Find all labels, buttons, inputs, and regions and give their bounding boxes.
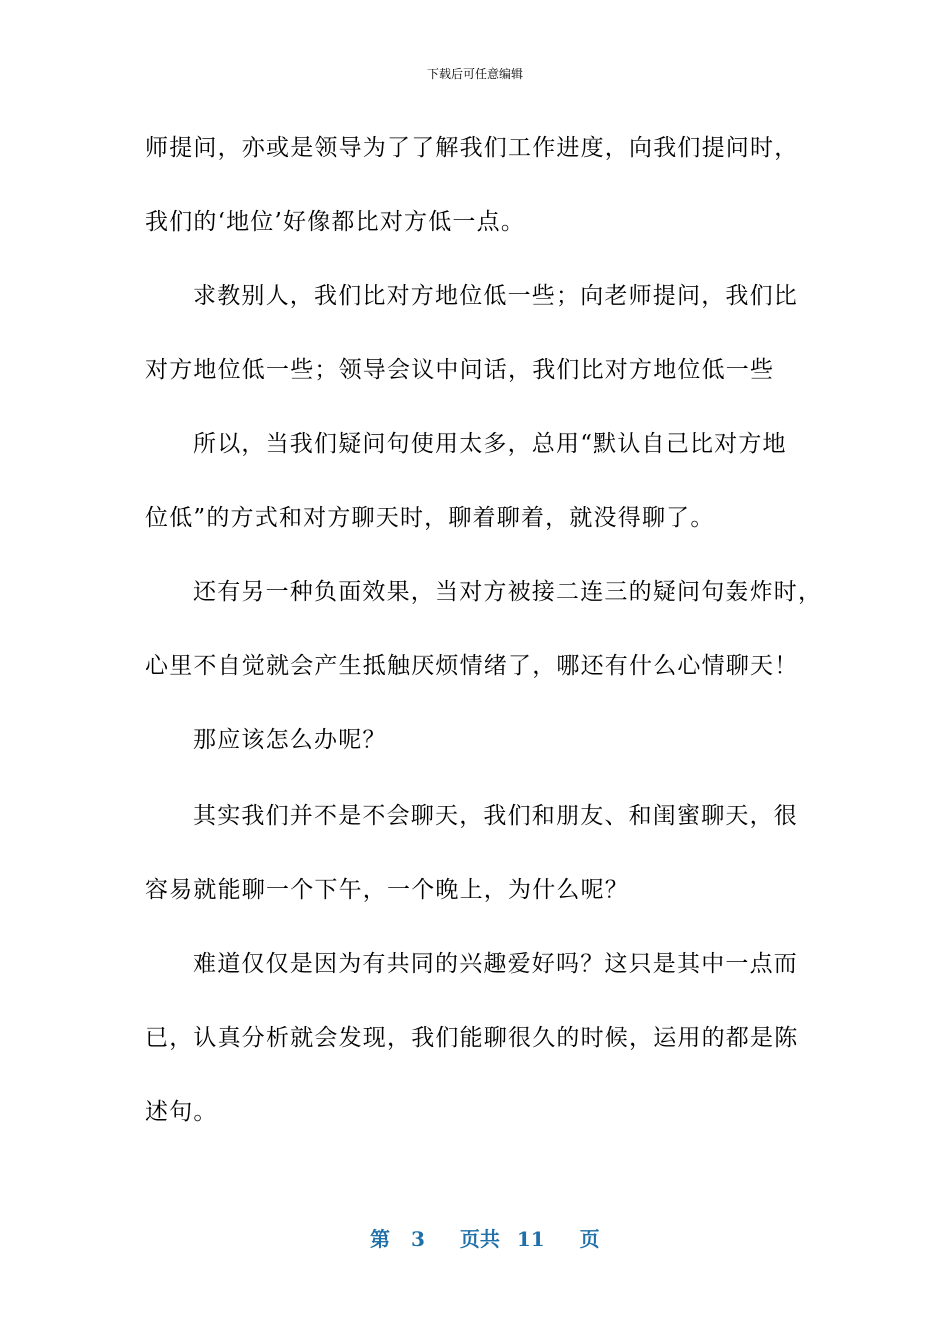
page-header-note: 下载后可任意编辑 (426, 67, 523, 81)
footer-suffix: 页 (579, 1227, 600, 1251)
text-line: 已，认真分析就会发现，我们能聊很久的时候，运用的都是陈 (145, 1025, 799, 1051)
text-line: 位低”的方式和对方聊天时，聊着聊着，就没得聊了。 (145, 505, 715, 531)
text-line: 难道仅仅是因为有共同的兴趣爱好吗？这只是其中一点而 (193, 951, 798, 977)
text-line: 述句。 (145, 1099, 218, 1125)
text-line: 容易就能聊一个下午，一个晚上，为什么呢？ (145, 877, 629, 903)
footer-middle: 页共 (459, 1227, 500, 1251)
text-line: 其实我们并不是不会聊天，我们和朋友、和闺蜜聊天，很 (193, 803, 798, 829)
text-line: 那应该怎么办呢？ (193, 727, 387, 753)
text-line: 心里不自觉就会产生抵触厌烦情绪了，哪还有什么心情聊天！ (145, 653, 799, 679)
text-line: 对方地位低一些；领导会议中问话，我们比对方地位低一些 (145, 357, 775, 383)
page-number-footer (370, 1224, 600, 1254)
current-page-number: 3 (410, 1227, 425, 1251)
text-line: 所以，当我们疑问句使用太多，总用“默认自己比对方地 (193, 431, 787, 457)
text-line: 求教别人，我们比对方地位低一些；向老师提问，我们比 (193, 283, 798, 309)
total-pages-number: 11 (516, 1227, 545, 1251)
footer-prefix: 第 (370, 1227, 390, 1251)
text-line: 还有另一种负面效果，当对方被接二连三的疑问句轰炸时， (193, 579, 823, 605)
text-line: 师提问，亦或是领导为了了解我们工作进度，向我们提问时， (145, 135, 799, 161)
text-line: 我们的‘地位’好像都比对方低一点。 (145, 209, 526, 235)
